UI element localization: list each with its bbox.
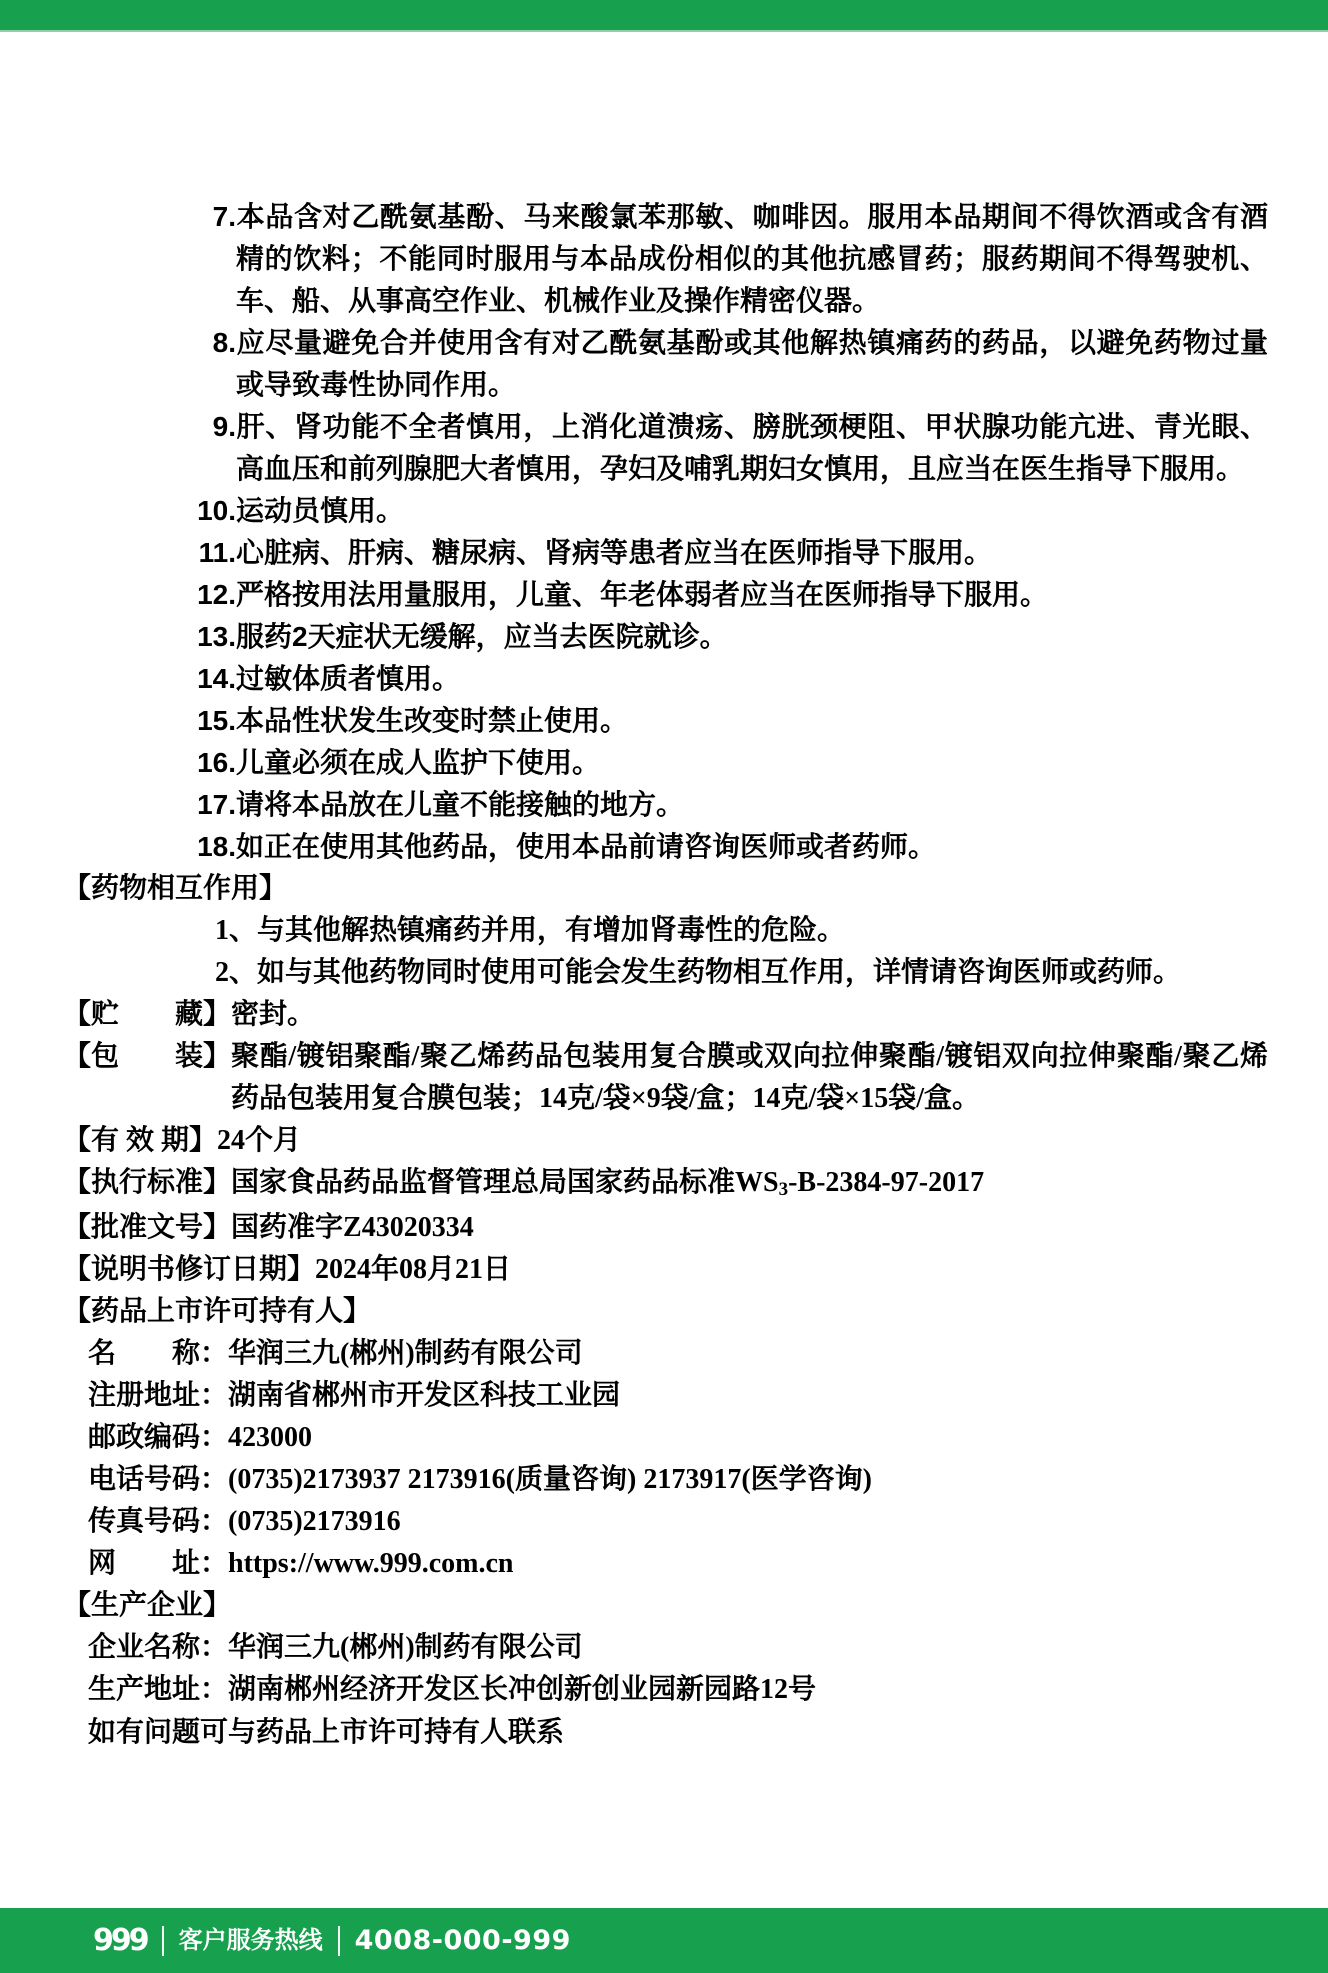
item-text: 严格按用法用量服用，儿童、年老体弱者应当在医师指导下服用。 bbox=[236, 579, 1049, 610]
footer-bar bbox=[0, 1908, 1328, 1973]
interaction-item: 2、如与其他药物同时使用可能会发生药物相互作用，详情请咨询医师或药师。 bbox=[215, 957, 1182, 988]
storage-label: 【贮 藏】 bbox=[63, 999, 232, 1030]
holder-phone-label: 电话号码： bbox=[88, 1464, 229, 1495]
item-number: 7. bbox=[212, 201, 236, 232]
item-text: 服药2天症状无缓解，应当去医院就诊。 bbox=[236, 621, 728, 652]
precaution-item bbox=[63, 532, 1268, 574]
item-number: 17. bbox=[197, 789, 236, 820]
item-text: 运动员慎用。 bbox=[236, 495, 405, 526]
manufacturer-address-label: 生产地址： bbox=[88, 1674, 229, 1705]
leaflet-content bbox=[63, 196, 1268, 1753]
packaging-row bbox=[63, 1036, 1268, 1120]
brand-999-logo: 999 bbox=[93, 1922, 147, 1958]
item-text: 肝、肾功能不全者慎用，上消化道溃疡、膀胱颈梗阻、甲状腺功能亢进、青光眼、高血压和前列腺肥大者慎用，孕妇及哺乳期妇女慎用，且应当在医生指导下服用。 bbox=[236, 411, 1268, 484]
approval-label: 【批准文号】 bbox=[63, 1212, 232, 1243]
manufacturer-name-label: 企业名称： bbox=[88, 1632, 229, 1663]
approval-value: 国药准字Z43020334 bbox=[231, 1212, 474, 1243]
item-text: 心脏病、肝病、糖尿病、肾病等患者应当在医师指导下服用。 bbox=[236, 537, 993, 568]
top-green-band bbox=[0, 0, 1328, 32]
precaution-item bbox=[63, 742, 1268, 784]
item-number: 16. bbox=[197, 747, 236, 778]
item-number: 11. bbox=[198, 537, 236, 568]
holder-address-row bbox=[88, 1375, 1268, 1417]
holder-website-label: 网 址： bbox=[88, 1548, 229, 1579]
revision-row bbox=[63, 1249, 1268, 1291]
holder-fax-row bbox=[88, 1501, 1268, 1543]
item-number: 12. bbox=[197, 579, 236, 610]
standard-subscript: 3 bbox=[778, 1179, 789, 1200]
approval-row bbox=[63, 1207, 1268, 1249]
footer-divider bbox=[338, 1926, 340, 1956]
interaction-item: 1、与其他解热镇痛药并用，有增加肾毒性的危险。 bbox=[215, 915, 846, 946]
interactions-header: 【药物相互作用】 bbox=[63, 873, 288, 904]
manufacturer-name-row bbox=[88, 1627, 1268, 1669]
holder-postcode-value: 423000 bbox=[228, 1422, 313, 1453]
precaution-item bbox=[63, 406, 1268, 490]
precaution-item bbox=[63, 700, 1268, 742]
holder-postcode-row bbox=[88, 1417, 1268, 1459]
precaution-item bbox=[63, 322, 1268, 406]
manufacturer-address-row bbox=[88, 1669, 1268, 1711]
holder-website-value: https://www.999.com.cn bbox=[228, 1548, 514, 1579]
item-number: 18. bbox=[197, 831, 236, 862]
holder-postcode-label: 邮政编码： bbox=[88, 1422, 229, 1453]
manufacturer-address-value: 湖南郴州经济开发区长冲创新创业园新园路12号 bbox=[228, 1674, 817, 1705]
packaging-value: 聚酯/镀铝聚酯/聚乙烯药品包装用复合膜或双向拉伸聚酯/镀铝双向拉伸聚酯/聚乙烯药品包装用复合膜包装；14克/袋×9袋/盒；14克/袋×15袋/盒。 bbox=[231, 1041, 1268, 1114]
revision-value: 2024年08月21日 bbox=[315, 1254, 512, 1285]
item-text: 应尽量避免合并使用含有对乙酰氨基酚或其他解热镇痛药的药品，以避免药物过量或导致毒性协同作用。 bbox=[236, 327, 1268, 400]
item-number: 8. bbox=[212, 327, 236, 358]
manufacturer-name-value: 华润三九(郴州)制药有限公司 bbox=[228, 1632, 583, 1663]
precaution-item bbox=[63, 490, 1268, 532]
precaution-item bbox=[63, 658, 1268, 700]
footer-divider bbox=[162, 1926, 164, 1956]
precaution-item bbox=[63, 784, 1268, 826]
holder-fax-label: 传真号码： bbox=[88, 1506, 229, 1537]
manufacturer-header: 【生产企业】 bbox=[63, 1590, 232, 1621]
precaution-item bbox=[63, 616, 1268, 658]
storage-value: 密封。 bbox=[231, 999, 316, 1030]
holder-phone-value: (0735)2173937 2173916(质量咨询) 2173917(医学咨询) bbox=[228, 1464, 872, 1495]
manufacturer-section bbox=[63, 1585, 1268, 1711]
holder-section bbox=[63, 1291, 1268, 1585]
item-number: 10. bbox=[197, 495, 236, 526]
drug-interactions-section bbox=[63, 868, 1268, 994]
item-number: 9. bbox=[212, 411, 236, 442]
item-text: 本品性状发生改变时禁止使用。 bbox=[236, 705, 629, 736]
holder-address-value: 湖南省郴州市开发区科技工业园 bbox=[228, 1380, 621, 1411]
item-text: 本品含对乙酰氨基酚、马来酸氯苯那敏、咖啡因。服用本品期间不得饮酒或含有酒精的饮料；不能同时服用与本品成份相似的其他抗感冒药；服药期间不得驾驶机、车、船、从事高空作业、机械作业及操作精密仪器。 bbox=[236, 201, 1268, 316]
holder-address-label: 注册地址： bbox=[88, 1380, 229, 1411]
holder-header: 【药品上市许可持有人】 bbox=[63, 1296, 372, 1327]
item-text: 过敏体质者慎用。 bbox=[236, 663, 461, 694]
holder-name-value: 华润三九(郴州)制药有限公司 bbox=[228, 1338, 583, 1369]
holder-website-row bbox=[88, 1543, 1268, 1585]
validity-row bbox=[63, 1120, 1268, 1162]
holder-fax-value: (0735)2173916 bbox=[228, 1506, 401, 1537]
item-number: 15. bbox=[197, 705, 236, 736]
item-text: 儿童必须在成人监护下使用。 bbox=[236, 747, 601, 778]
holder-phone-row bbox=[88, 1459, 1268, 1501]
standard-label: 【执行标准】 bbox=[63, 1167, 232, 1198]
holder-name-row bbox=[88, 1333, 1268, 1375]
item-text: 如正在使用其他药品，使用本品前请咨询医师或者药师。 bbox=[236, 831, 937, 862]
storage-row bbox=[63, 994, 1268, 1036]
contact-note: 如有问题可与药品上市许可持有人联系 bbox=[88, 1716, 565, 1747]
precaution-item bbox=[63, 196, 1268, 322]
validity-value: 24个月 bbox=[217, 1125, 302, 1156]
item-number: 13. bbox=[197, 621, 236, 652]
item-text: 请将本品放在儿童不能接触的地方。 bbox=[236, 789, 685, 820]
service-hotline-label: 客户服务热线 bbox=[178, 1926, 323, 1954]
precaution-item bbox=[63, 574, 1268, 616]
standard-text-suffix: -B-2384-97-2017 bbox=[788, 1167, 985, 1198]
precaution-item bbox=[63, 826, 1268, 868]
validity-label: 【有 效 期】 bbox=[63, 1125, 218, 1156]
service-hotline-number: 4008-000-999 bbox=[354, 1925, 571, 1956]
revision-label: 【说明书修订日期】 bbox=[63, 1254, 316, 1285]
precautions-section bbox=[63, 196, 1268, 868]
item-number: 14. bbox=[197, 663, 236, 694]
standard-text: 国家食品药品监督管理总局国家药品标准WS bbox=[231, 1167, 779, 1198]
holder-name-label: 名 称： bbox=[88, 1338, 229, 1369]
packaging-label: 【包 装】 bbox=[63, 1041, 232, 1072]
properties-section bbox=[63, 994, 1268, 1291]
standard-row bbox=[63, 1162, 1268, 1207]
